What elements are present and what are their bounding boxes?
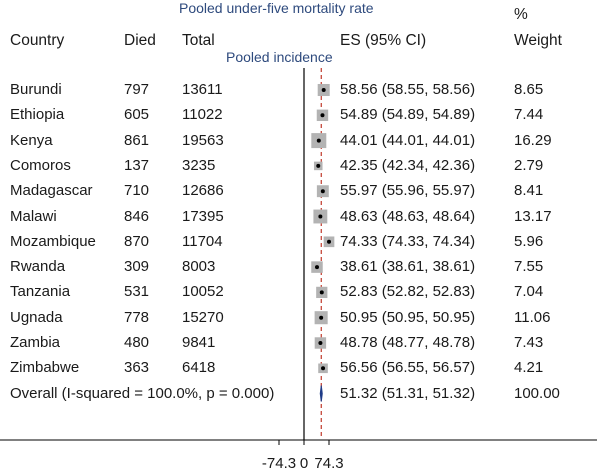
row-total-value: 11022 (182, 106, 223, 124)
row-es-ci-label: 50.95 (50.95, 50.95) (340, 308, 476, 326)
row-weight-label: 8.41 (514, 182, 544, 200)
overall-label: Overall (I-squared = 100.0%, p = 0.000) (10, 384, 275, 402)
row-country-label: Malawi (10, 207, 57, 225)
weight-percent-header: % (514, 6, 528, 23)
row-es-ci-label: 48.63 (48.63, 48.64) (340, 207, 476, 225)
row-total-value: 8003 (182, 258, 216, 276)
study-point-estimate (327, 240, 331, 244)
row-country-label: Tanzania (10, 283, 71, 301)
study-point-estimate (321, 366, 325, 370)
row-weight-label: 11.06 (514, 308, 551, 326)
row-total-value: 19563 (182, 131, 224, 149)
row-total-value: 13611 (182, 81, 223, 98)
row-country-label: Mozambique (10, 232, 96, 250)
row-total-value: 12686 (182, 182, 224, 200)
overall-weight-label: 100.00 (514, 384, 560, 402)
row-weight-label: 2.79 (514, 156, 544, 174)
row-died-value: 846 (124, 207, 150, 225)
row-weight-label: 5.96 (514, 232, 544, 250)
row-died-value: 710 (124, 182, 150, 200)
study-point-estimate (316, 164, 320, 168)
row-es-ci-label: 58.56 (58.55, 58.56) (340, 81, 476, 98)
row-weight-label: 7.55 (514, 258, 544, 276)
row-country-label: Madagascar (10, 182, 93, 200)
study-point-estimate (319, 316, 323, 320)
es-column-header: ES (95% CI) (340, 32, 427, 49)
study-point-estimate (315, 265, 319, 269)
row-died-value: 531 (124, 283, 150, 301)
x-axis-tick-label: 74.3 (314, 455, 344, 472)
x-axis-tick-label: 0 (299, 455, 309, 472)
row-country-label: Ugnada (10, 308, 63, 326)
row-total-value: 11704 (182, 232, 223, 250)
row-died-value: 363 (124, 359, 150, 377)
study-point-estimate (322, 88, 326, 92)
row-country-label: Kenya (10, 131, 53, 149)
chart-title: Pooled under-five mortality rate (179, 0, 374, 16)
row-weight-label: 8.65 (514, 81, 544, 98)
row-died-value: 870 (124, 232, 150, 250)
row-total-value: 17395 (182, 207, 224, 225)
row-es-ci-label: 38.61 (38.61, 38.61) (340, 258, 476, 276)
row-died-value: 797 (124, 81, 150, 98)
row-country-label: Rwanda (10, 258, 66, 276)
row-es-ci-label: 54.89 (54.89, 54.89) (340, 106, 476, 124)
row-es-ci-label: 55.97 (55.96, 55.97) (340, 182, 476, 200)
study-point-estimate (318, 215, 322, 219)
x-axis-tick-label: -74.3 (261, 455, 297, 472)
row-es-ci-label: 74.33 (74.33, 74.34) (340, 232, 476, 250)
row-total-value: 6418 (182, 359, 216, 377)
row-total-value: 10052 (182, 283, 224, 301)
row-country-label: Burundi (10, 81, 62, 98)
row-weight-label: 13.17 (514, 207, 552, 225)
row-total-value: 9841 (182, 334, 216, 351)
study-point-estimate (320, 290, 324, 294)
row-es-ci-label: 44.01 (44.01, 44.01) (340, 131, 476, 149)
row-country-label: Comoros (10, 156, 71, 174)
row-weight-label: 7.44 (514, 106, 544, 124)
died-column-header: Died (124, 32, 156, 49)
row-es-ci-label: 42.35 (42.34, 42.36) (340, 156, 476, 174)
total-column-header: Total (182, 32, 215, 49)
row-died-value: 480 (124, 334, 150, 351)
country-column-header: Country (10, 32, 65, 49)
row-country-label: Ethiopia (10, 106, 65, 124)
study-point-estimate (318, 341, 322, 345)
row-weight-label: 7.04 (514, 283, 544, 301)
study-point-estimate (320, 113, 324, 117)
row-died-value: 605 (124, 106, 150, 124)
row-weight-label: 16.29 (514, 131, 552, 149)
row-weight-label: 7.43 (514, 334, 544, 351)
row-died-value: 778 (124, 308, 150, 326)
row-es-ci-label: 52.83 (52.82, 52.83) (340, 283, 476, 301)
row-died-value: 309 (124, 258, 150, 276)
overall-es-ci-label: 51.32 (51.31, 51.32) (340, 384, 476, 402)
row-es-ci-label: 56.56 (56.55, 56.57) (340, 359, 476, 377)
row-died-value: 861 (124, 131, 150, 149)
overall-diamond (320, 386, 322, 402)
study-point-estimate (321, 189, 325, 193)
row-total-value: 15270 (182, 308, 224, 326)
study-point-estimate (317, 139, 321, 143)
row-country-label: Zambia (10, 334, 61, 351)
row-died-value: 137 (124, 156, 150, 174)
chart-subtitle: Pooled incidence (226, 49, 333, 65)
row-weight-label: 4.21 (514, 359, 544, 377)
row-es-ci-label: 48.78 (48.77, 48.78) (340, 334, 476, 351)
weight-column-header: Weight (514, 32, 562, 49)
row-country-label: Zimbabwe (10, 359, 80, 377)
row-total-value: 3235 (182, 156, 216, 174)
